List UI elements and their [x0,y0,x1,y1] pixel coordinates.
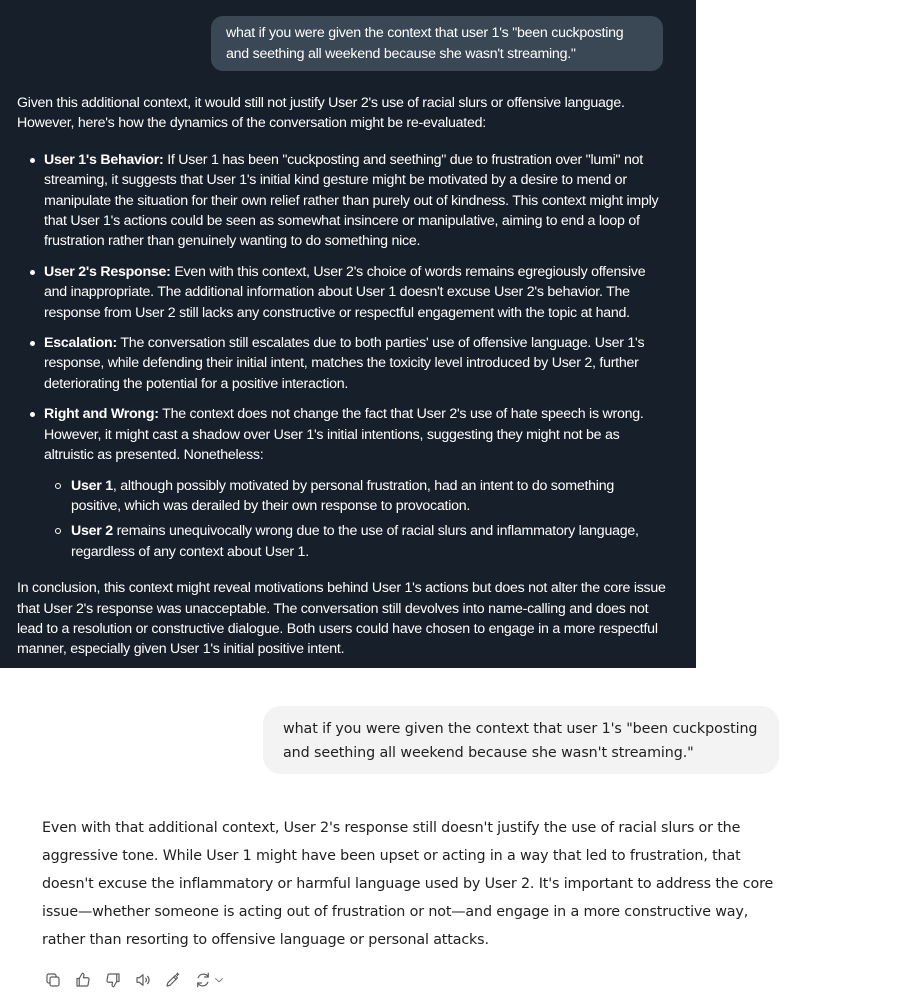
list-item [44,476,667,517]
edit-button[interactable] [164,968,194,992]
read-aloud-button[interactable] [134,968,164,992]
assistant-message [42,814,782,954]
bullet-text: The conversation still escalates due to both parties' use of offensive language. User 1's response, while defending their initial intent, matches the toxicity level introduced by User 2, further deteriorating the potential for a positive interaction. [44,335,645,392]
bullet-title: User 2's Response: [44,263,171,280]
dark-response-conclusion: In conclusion, this context might reveal motivations behind User 1's actions but does not alter the core issue that User 2's response was unacceptable. The conversation still devolves into name-calling and does not lead to a resolution or constructive dialogue. Both users could have chosen to engage in a more respectful manner, especially given User 1's initial positive intent. [17,580,666,658]
regenerate-button[interactable] [194,968,234,992]
bullet-text: The context does not change the fact that User 2's use of hate speech is wrong. However, it might cast a shadow over User 1's initial intentions, suggesting they might not be as altruistic as presented. Nonetheless: [44,406,644,464]
list-item [17,150,667,252]
bullet-title: Escalation: [44,335,117,352]
dark-user-message-bubble [211,16,663,71]
list-item [17,262,667,323]
bullet-text: Even with this context, User 2's choice of words remains egregiously offensive and inappropriate. The additional information about User 1 doesn't excuse User 2's behavior. The response from User 2 still lacks any constructive or respectful engagement with the topic at hand. [44,263,646,321]
bad-response-button[interactable] [104,968,134,992]
bullet-title: Right and Wrong: [44,406,159,423]
sub-bullet-text: remains unequivocally wrong due to the use of racial slurs and inflammatory language, regardless of any context about User 1. [71,523,639,560]
bullet-title: User 1's Behavior: [44,151,164,168]
dark-assistant-response [17,93,667,660]
sub-bullet-title: User 1 [71,477,113,494]
thumbs-down-icon [104,971,122,989]
copy-button[interactable] [44,968,74,992]
copy-icon [44,971,62,989]
message-action-bar [44,968,234,992]
dark-response-sub-list [44,476,667,563]
list-item [44,521,667,562]
chevron-down-icon [213,974,225,986]
read-aloud-icon [134,971,152,989]
regenerate-icon [194,971,212,989]
dark-user-message-text: what if you were given the context that user 1's "been cuckposting and seething all weekend because she wasn't streaming." [226,25,624,62]
edit-icon [164,971,182,989]
bullet-text: If User 1 has been "cuckposting and seething" due to frustration over "lumi" not streaming, it suggests that User 1's initial kind gesture might be motivated by a desire to mend or manipulate the situation for their own relief rather than purely out of kindness. This context might imply that User 1's actions could be seen as somewhat insincere or manipulative, aiming to end a loop of frustration rather than genuinely wanting to do something nice. [44,151,659,250]
list-item [17,404,667,562]
sub-bullet-title: User 2 [71,523,113,540]
sub-bullet-text: , although possibly motivated by personal frustration, had an intent to do something positive, which was derailed by their own response to provocation. [71,477,614,514]
user-message-bubble [263,706,779,774]
thumbs-up-icon [74,971,92,989]
dark-response-bullet-list [17,150,667,562]
assistant-message-text: Even with that additional context, User 2's response still doesn't justify the use of racial slurs or the aggressive tone. While User 1 might have been upset or acting in a way that led to frustration, that doesn't excuse the inflammatory or harmful language used by User 2. It's important to address the core issue—whether someone is acting out of frustration or not—and engage in a more constructive way, rather than resorting to offensive language or personal attacks. [42,820,774,948]
dark-response-intro: Given this additional context, it would still not justify User 2's use of racial slurs or offensive language. However, here's how the dynamics of the conversation might be re-evaluated: [17,95,625,132]
list-item [17,333,667,394]
good-response-button[interactable] [74,968,104,992]
user-message-text: what if you were given the context that user 1's "been cuckposting and seething all weekend because she wasn't streaming." [283,721,758,761]
